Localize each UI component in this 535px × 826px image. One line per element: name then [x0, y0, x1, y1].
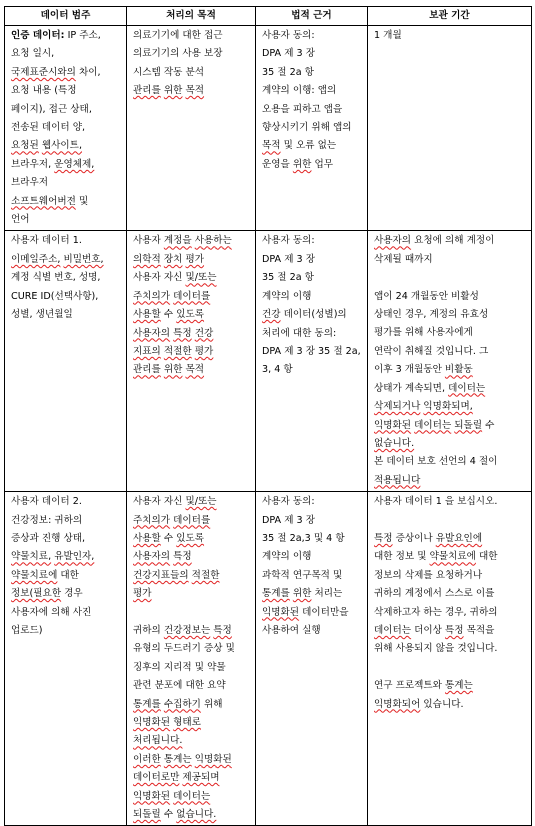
cell-text-line: [374, 567, 527, 585]
cell-processing-purpose: [127, 26, 256, 231]
table-header-row: [5, 7, 532, 26]
cell-text-line: [262, 232, 363, 250]
cell-text: 처리됩니다.: [133, 735, 183, 747]
table-row: [5, 231, 532, 492]
cell-text-line: [262, 548, 363, 566]
cell-text-line: [133, 732, 251, 750]
cell-text: 사용자 데이터 1.: [11, 235, 82, 247]
cell-data-category: [5, 492, 127, 826]
cell-text: 통계를 수집하기 위해: [133, 698, 223, 710]
cell-text: 계약의 이행: [262, 551, 312, 563]
cell-text: 35 절 2a 항: [262, 272, 314, 284]
cell-text-line: [262, 512, 363, 530]
cell-text-line: [133, 622, 251, 640]
cell-text: DPA 제 3 장 35 절 2a,: [262, 345, 361, 357]
cell-text: 사용자 자신 및/또는: [133, 272, 217, 284]
cell-text: 약물치료에 대한: [11, 569, 79, 581]
cell-text-line: [11, 45, 122, 63]
cell-text: 정보(필요한 경우: [11, 588, 83, 600]
cell-data-category: [5, 231, 127, 492]
cell-text: 상태인 경우, 계정의 유효성: [374, 309, 489, 321]
cell-retention-period: [368, 492, 532, 826]
blank-line: [133, 604, 251, 622]
cell-text: 전송된 데이터 양,: [11, 122, 86, 134]
cell-text-line: [374, 324, 527, 342]
cell-text: 요청 일시,: [11, 48, 55, 60]
cell-text: 페이지), 접근 상태,: [11, 103, 92, 115]
cell-text-line: [133, 567, 251, 585]
cell-text-line: [374, 27, 527, 45]
cell-text: DPA 제 3 장: [262, 48, 315, 60]
cell-text: 통계를 위한 처리는: [262, 588, 343, 600]
cell-text-line: [133, 343, 251, 361]
cell-text: 주치의가 데이터를: [133, 514, 211, 526]
cell-text-line: [374, 493, 527, 511]
cell-text: 시스템 작동 분석: [133, 66, 205, 78]
cell-text: 관리를 위한 목적: [133, 85, 205, 97]
cell-text: 운영을 위한 업무: [262, 158, 334, 170]
cell-text: IP 주소,: [67, 30, 101, 41]
cell-text-line: [11, 232, 122, 250]
cell-text: 귀하의 건강정보는 특정: [133, 624, 232, 636]
cell-text: 계정 식별 번호, 성명,: [11, 272, 101, 284]
cell-text-line: [133, 530, 251, 548]
cell-text-line: [133, 306, 251, 324]
header-data-category: 데이터 범주: [5, 7, 127, 26]
cell-text-line: [11, 193, 122, 211]
cell-text: 의료기기의 사용 보장: [133, 48, 223, 60]
cell-text: 3, 4 항: [262, 364, 293, 376]
cell-text-line: [262, 567, 363, 585]
cell-text-line: [262, 156, 363, 174]
cell-text-line: [11, 64, 122, 82]
cell-text: 사용자의 특정 건강: [133, 327, 214, 339]
cell-text: 위해 사용되지 않을 것입니다.: [374, 643, 498, 655]
cell-text: 브라우저, 운영체제,: [11, 158, 95, 170]
cell-text-line: [374, 232, 527, 250]
cell-text-line: [262, 27, 363, 45]
cell-text-line: [133, 659, 251, 677]
blank-line: [374, 659, 527, 677]
cell-text-line: [133, 677, 251, 695]
table-row: [5, 492, 532, 826]
cell-legal-basis: [256, 26, 368, 231]
cell-text-line: [374, 343, 527, 361]
cell-text: 유형의 두드러기 증상 및: [133, 643, 235, 655]
cell-text-line: [11, 622, 122, 640]
cell-text: 과학적 연구목적 및: [262, 569, 343, 581]
cell-text: 의료기기에 대한 접근: [133, 30, 223, 41]
cell-text-line: [11, 82, 122, 100]
cell-text-line: [133, 493, 251, 511]
cell-text-line: [11, 530, 122, 548]
cell-text-line: [262, 101, 363, 119]
cell-text-line: [11, 174, 122, 192]
cell-text-line: [262, 622, 363, 640]
cell-retention-period: [368, 231, 532, 492]
cell-text-line: [133, 751, 251, 769]
cell-text: 1 개월: [374, 30, 402, 41]
cell-text: 삭제하고자 하는 경우, 귀하의: [374, 606, 498, 618]
cell-text-line: [374, 435, 527, 453]
cell-text-line: [374, 696, 527, 714]
cell-text-line: [262, 82, 363, 100]
cell-text: 약물치료, 유발인자,: [11, 551, 95, 563]
cell-text: 브라우저: [11, 177, 49, 189]
cell-text: 이후 3 개월동안 비활동: [374, 364, 473, 376]
cell-text: 건강 데이터(성별)의: [262, 309, 347, 321]
cell-text: 익명화된 데이터는 되돌릴 수: [374, 419, 495, 431]
cell-text: 요청 내용 (특정: [11, 85, 77, 97]
header-legal-basis: 법적 근거: [256, 7, 368, 26]
cell-text-line: [374, 622, 527, 640]
cell-text-line: [262, 306, 363, 324]
cell-text: 본 데이터 보호 선언의 4 절이: [374, 456, 498, 468]
cell-text-line: [133, 361, 251, 379]
table-row: [5, 26, 532, 231]
cell-text: 의학적 장치 평가: [133, 253, 205, 265]
cell-text-line: [133, 288, 251, 306]
data-processing-table: [4, 6, 532, 826]
cell-text-line: [374, 472, 527, 490]
cell-text: DPA 제 3 장: [262, 253, 315, 265]
cell-legal-basis: [256, 231, 368, 492]
cell-text: 처리에 대한 동의:: [262, 327, 337, 339]
cell-text: 삭제되거나 익명화되며,: [374, 401, 473, 413]
cell-retention-period: [368, 26, 532, 231]
cell-text-line: [262, 45, 363, 63]
cell-text: 평가를 위해 사용자에게: [374, 327, 473, 339]
cell-text: 사용할 수 있도록: [133, 309, 205, 321]
cell-text: 연구 프로젝트와 통계는: [374, 680, 473, 692]
cell-text: 익명화된 데이터만을: [262, 606, 349, 618]
cell-text: 건강지표들의 적절한: [133, 569, 220, 581]
cell-text-line: [262, 64, 363, 82]
cell-text-line: [374, 398, 527, 416]
cell-processing-purpose: [127, 492, 256, 826]
cell-text-line: [133, 696, 251, 714]
cell-text-line: [11, 567, 122, 585]
cell-text-line: [262, 604, 363, 622]
cell-text-line: [374, 417, 527, 435]
cell-text: CURE ID(선택사항),: [11, 290, 99, 302]
cell-text: 연락이 취해질 것입니다. 그: [374, 345, 489, 357]
cell-text: 익명화되어 있습니다.: [374, 698, 464, 710]
cell-text: 사용자의 요청에 의해 계정이: [374, 235, 495, 247]
cell-text-line: [374, 361, 527, 379]
cell-text: 사용자 계정을 사용하는: [133, 235, 232, 247]
cell-text: 징후의 지리적 및 약물: [133, 661, 226, 673]
cell-text-line: [374, 288, 527, 306]
cell-text-line: [11, 156, 122, 174]
cell-text: 오용을 피하고 앱을: [262, 103, 343, 115]
cell-text-line: [262, 361, 363, 379]
cell-text-line: [133, 45, 251, 63]
cell-text: 요청된 웹사이트,: [11, 140, 82, 152]
cell-text-line: [133, 714, 251, 732]
cell-text-line: [133, 788, 251, 806]
cell-text: 사용자 데이터 2.: [11, 496, 82, 508]
cell-text: 관련 분포에 대한 요약: [133, 680, 226, 692]
cell-text: 사용자 동의:: [262, 235, 315, 247]
cell-text: 사용자 자신 및/또는: [133, 496, 217, 508]
cell-legal-basis: [256, 492, 368, 826]
cell-text-line: [374, 251, 527, 269]
cell-text: 귀하의 계정에서 스스로 이를: [374, 588, 495, 600]
header-processing-purpose: 처리의 목적: [127, 7, 256, 26]
cell-text-line: [374, 306, 527, 324]
cell-text-line: [11, 512, 122, 530]
cell-text: 상태가 계속되면, 데이터는: [374, 382, 486, 394]
cell-text: 이러한 통계는 익명화된: [133, 753, 232, 765]
cell-text-line: [133, 232, 251, 250]
cell-text: DPA 제 3 장: [262, 514, 315, 526]
cell-text-line: [262, 137, 363, 155]
cell-text-line: [133, 82, 251, 100]
cell-text-line: [262, 251, 363, 269]
blank-line: [374, 269, 527, 287]
cell-text-line: [374, 548, 527, 566]
cell-text-line: [133, 325, 251, 343]
cell-text-line: [11, 251, 122, 269]
cell-text-line: [133, 64, 251, 82]
cell-text: 계약의 이행: 앱의: [262, 85, 337, 97]
cell-text: 사용할 수 있도록: [133, 532, 205, 544]
cell-text-line: [262, 493, 363, 511]
cell-text-line: [133, 27, 251, 45]
cell-text: 35 절 2a,3 및 4 항: [262, 532, 345, 544]
cell-text: 언어: [11, 214, 30, 226]
cell-text-line: [262, 585, 363, 603]
cell-text-line: [11, 137, 122, 155]
cell-text-line: [11, 211, 122, 229]
cell-text: 목적 및 오류 없는: [262, 140, 337, 152]
cell-text: 적용됩니다: [374, 474, 421, 486]
cell-text: 증상과 진행 상태,: [11, 532, 86, 544]
cell-text-line: [133, 640, 251, 658]
cell-text: 사용하여 실행: [262, 624, 321, 636]
cell-text-line: [133, 806, 251, 824]
cell-text: 특정 증상이나 유발요인에: [374, 532, 483, 544]
cell-text-line: [11, 306, 122, 324]
cell-text: 없습니다.: [374, 437, 415, 449]
cell-text-line: [374, 380, 527, 398]
cell-text: 삭제될 때까지: [374, 253, 433, 265]
cell-text-line: [11, 548, 122, 566]
cell-text: 이메일주소, 비밀번호,: [11, 253, 104, 265]
cell-text-line: [262, 119, 363, 137]
cell-text: 관리를 위한 목적: [133, 364, 205, 376]
cell-text-line: [133, 769, 251, 787]
cell-text: 주치의가 데이터를: [133, 290, 211, 302]
cell-text-line: [374, 677, 527, 695]
cell-text-line: [374, 530, 527, 548]
cell-processing-purpose: [127, 231, 256, 492]
cell-text: 국제표준시와의 차이,: [11, 66, 101, 78]
cell-text: 익명화된 데이터는: [133, 790, 211, 802]
cell-text-line: [133, 585, 251, 603]
cell-text-line: [374, 453, 527, 471]
cell-data-category: [5, 26, 127, 231]
cell-text-line: [11, 119, 122, 137]
cell-text-line: [262, 343, 363, 361]
cell-text: 대한 정보 및 약물치료에 대한: [374, 551, 498, 563]
cell-text: 사용자 동의:: [262, 496, 315, 508]
header-retention-period: 보관 기간: [368, 7, 532, 26]
cell-text-line: [11, 27, 122, 45]
cell-text-line: [374, 585, 527, 603]
cell-text: 데이터로만 제공되며: [133, 772, 220, 784]
cell-text: 사용자 데이터 1 을 보십시오.: [374, 496, 498, 508]
cell-text-line: [11, 585, 122, 603]
cell-text: 정보의 삭제를 요청하거나: [374, 569, 483, 581]
cell-text: 되돌릴 수 없습니다.: [133, 809, 217, 821]
cell-text: 사용자에 의해 사진: [11, 606, 92, 618]
cell-text-line: [11, 604, 122, 622]
bold-label: 인증 데이터:: [11, 30, 65, 41]
cell-text-line: [11, 288, 122, 306]
cell-text-line: [262, 288, 363, 306]
cell-text: 35 절 2a 항: [262, 66, 314, 78]
cell-text-line: [374, 640, 527, 658]
cell-text: 소프트웨어버전 및: [11, 195, 89, 207]
cell-text-line: [11, 101, 122, 119]
cell-text-line: [374, 604, 527, 622]
cell-text: 계약의 이행: [262, 290, 312, 302]
cell-text-line: [262, 269, 363, 287]
blank-line: [374, 512, 527, 530]
cell-text: 건강정보: 귀하의: [11, 514, 83, 526]
cell-text: 데이터는 더이상 특정 목적을: [374, 624, 495, 636]
cell-text: 업로드): [11, 624, 43, 636]
cell-text-line: [262, 325, 363, 343]
cell-text-line: [133, 269, 251, 287]
cell-text-line: [11, 493, 122, 511]
cell-text-line: [133, 512, 251, 530]
cell-text: 앱이 24 개월동안 비활성: [374, 290, 479, 302]
cell-text: 익명화된 형태로: [133, 717, 201, 728]
cell-text: 향상시키기 위해 앱의: [262, 122, 352, 134]
cell-text: 평가: [133, 588, 152, 600]
cell-text: 사용자 동의:: [262, 30, 315, 41]
cell-text-line: [133, 251, 251, 269]
cell-text-line: [11, 269, 122, 287]
cell-text: 성별, 생년월일: [11, 309, 73, 321]
cell-text-line: [262, 530, 363, 548]
cell-text: 사용자의 특정: [133, 551, 192, 563]
cell-text: 지표의 적절한 평가: [133, 345, 214, 357]
cell-text-line: [133, 548, 251, 566]
